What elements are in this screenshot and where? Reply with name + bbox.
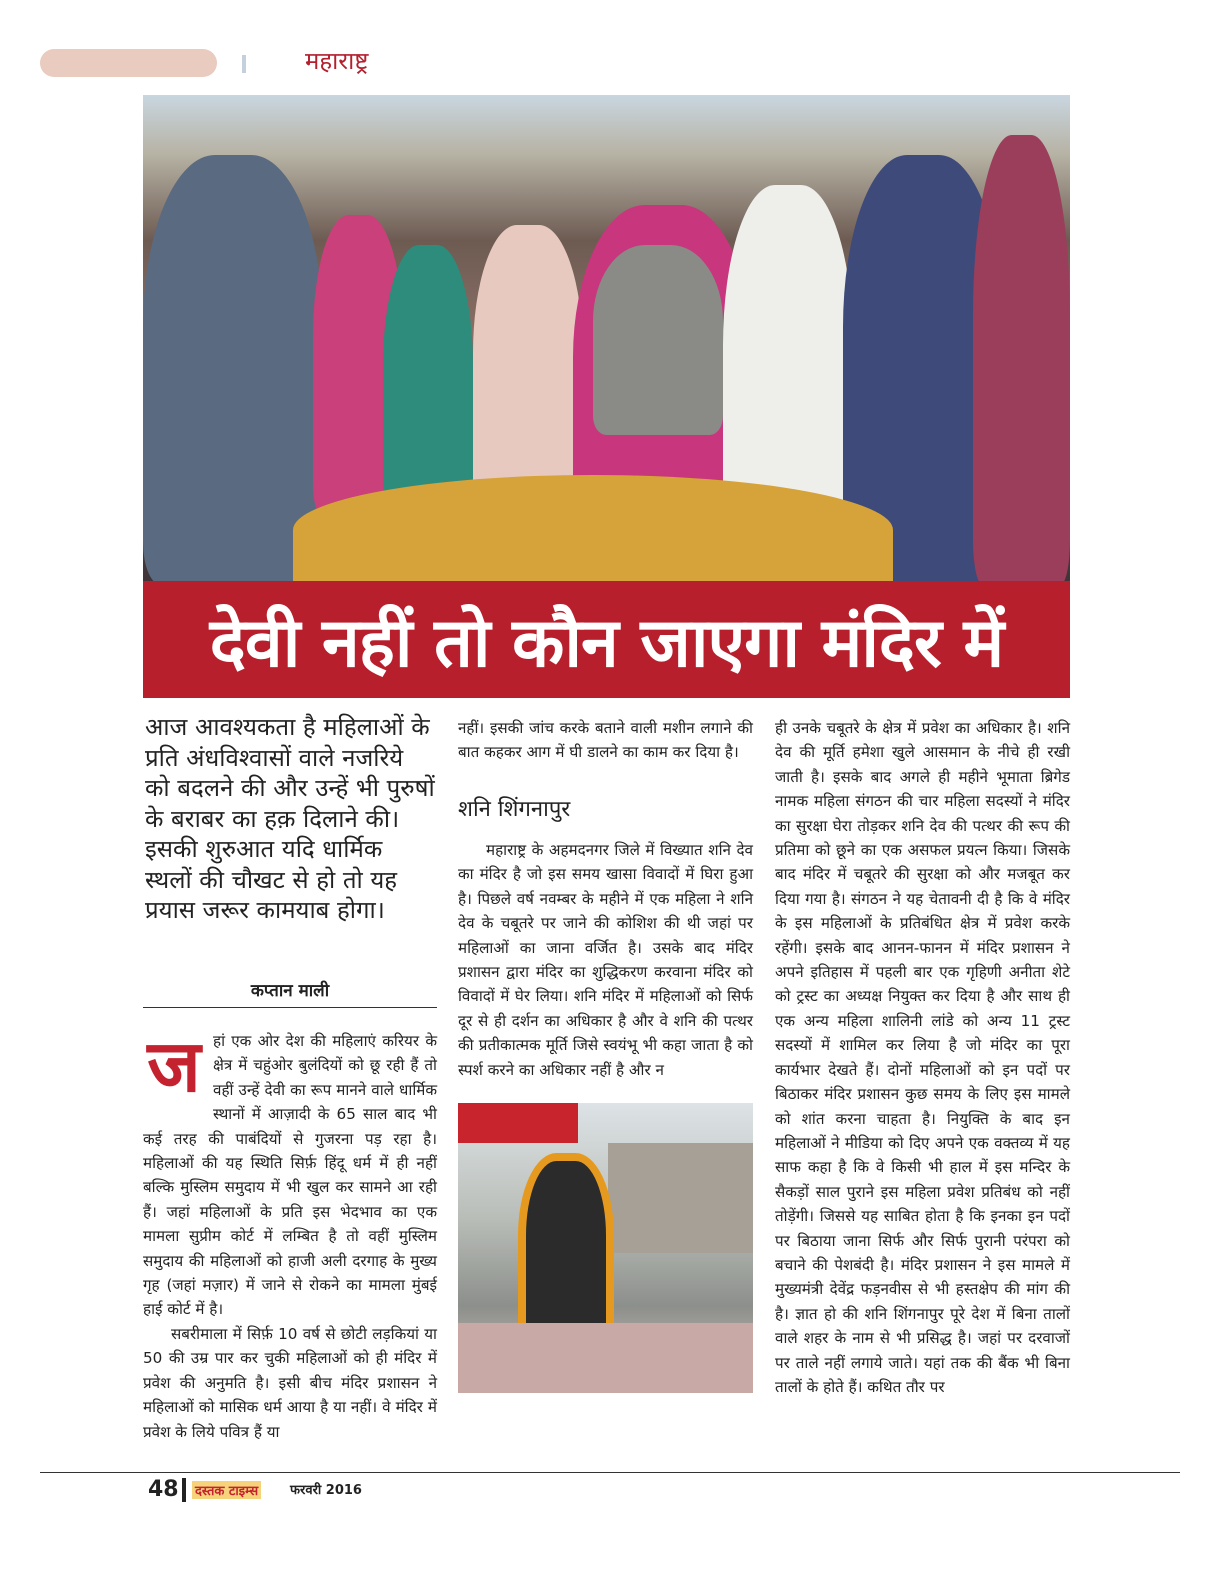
drop-cap: ज [147,1024,201,1108]
byline: कप्तान माली [143,978,437,1008]
magazine-logo: दस्तक टाइम्स [192,1481,261,1499]
headline: देवी नहीं तो कौन जाएगा मंदिर में [209,604,1004,683]
column-1 [143,1024,437,1444]
shani-temple-photo [458,1103,753,1393]
column-2-top [458,716,753,765]
headline-banner [143,581,1070,698]
footer-divider [182,1478,186,1502]
footer-rule [40,1472,1180,1473]
protest-photo [143,95,1070,581]
issue-date: फरवरी 2016 [290,1483,362,1498]
lead-text: आज आवश्यकता है महिलाओं के प्रति अंधविश्वासों वाले नजरिये को बदलने की और उन्हें भी पुरुषों के बराबर का हक़ दिलाने की। इसकी शुरुआत यदि धार्मिक स्थलों की चौखट से हो तो यह प्रयास जरूर कामयाब होगा। [145,713,435,924]
header-decoration [40,49,217,77]
paragraph: नहीं। इसकी जांच करके बताने वाली मशीन लगाने की बात कहकर आग में घी डालने का काम कर दिया है। [458,719,753,762]
section-label: महाराष्ट्र [305,47,369,75]
paragraph: सबरीमाला में सिर्फ़ 10 वर्ष से छोटी लड़कियां या 50 की उम्र पार कर चुकी महिलाओं को ही मंदिर में प्रवेश की अनुमति है। इसी बीच मंदिर प्रशासन ने महिलाओं को मासिक धर्म आया है या नहीं। वे मंदिर में प्रवेश के लिये पवित्र हैं या [143,1324,437,1441]
paragraph: ही उनके चबूतरे के क्षेत्र में प्रवेश का अधिकार है। शनि देव की मूर्ति हमेशा खुले आसमान के नीचे ही रखी जाती है। इसके बाद अगले ही महीने भूमाता ब्रिगेड नामक महिला संगठन की चार महिला सदस्यों ने मंदिर का सुरक्षा घेरा तोड़कर शनि देव की पत्थर की रूप की प्रतिमा को छूने का एक असफल प्रयत्न किया। जिसके बाद मंदिर में चबूतरे की सुरक्षा को और मजबूत कर दिया गया है। संगठन ने यह चेतावनी दी है कि वे मंदिर के इस महिलाओं के प्रतिबंधित क्षेत्र में प्रवेश करके रहेंगी। इसके बाद आनन-फानन में मंदिर प्रशासन ने अपने इतिहास में पहली बार एक गृहिणी अनीता शेटे को ट्रस्ट का अध्यक्ष नियुक्त कर दिया है और साथ ही एक अन्य महिला शालिनी लांडे को अन्य 11 ट्रस्ट सदस्यों में शामिल कर लिया है जो मंदिर का पूरा कार्यभार देखते हैं। दोनों महिलाओं को इन पदों पर बिठाकर मंदिर प्रशासन कुछ समय के लिए इस मामले को शांत करना चाहता है। नियुक्ति के बाद इन महिलाओं ने मीडिया को दिए अपने एक वक्तव्य में यह साफ कहा है कि वे किसी भी हाल में इस मन्दिर के सैकड़ों साल पुराने इस महिला प्रवेश प्रतिबंध को नहीं तोड़ेंगी। जिससे यह साबित होता है कि इनका इन पदों पर बिठाया जाना सिर्फ और सिर्फ पुरानी परंपरा को बचाने की पेशबंदी है। मंदिर प्रशासन ने इस मामले में मुख्यमंत्री देवेंद्र फड़नवीस से भी हस्तक्षेप की मांग की है। ज्ञात हो की शनि शिंगनापुर पूरे देश में बिना तालों वाले शहर के नाम से भी प्रसिद्ध है। जहां पर दरवाजों पर ताले नहीं लगाये जाते। यहां तक की बैंक भी बिना तालों के होते हैं। कथित तौर पर [775,719,1070,1396]
header-divider [242,55,246,73]
column-2-body [458,838,753,1082]
page-number: 48 [148,1477,179,1502]
column-3 [775,716,1070,1399]
paragraph: महाराष्ट्र के अहमदनगर जिले में विख्यात शनि देव का मंदिर है जो इस समय खासा विवादों में घिरा हुआ है। पिछले वर्ष नवम्बर के महीने में एक महिला ने शनि देव के चबूतरे पर जाने की कोशिश की थी जहां पर महिलाओं का जाना वर्जित है। उसके बाद मंदिर प्रशासन द्वारा मंदिर का शुद्धिकरण करवाना मंदिर को विवादों में घेर लिया। शनि मंदिर में महिलाओं को सिर्फ दूर से ही दर्शन का अधिकार है और वे शनि की पत्थर की प्रतीकात्मक मूर्ति जिसे स्वयंभू भी कहा जाता है को स्पर्श करने का अधिकार नहीं है और न [458,841,753,1079]
paragraph: हां एक ओर देश की महिलाएं करियर के क्षेत्र में चहुंओर बुलंदियों को छू रही हैं तो वहीं उन्हें देवी का रूप मानने वाले धार्मिक स्थानों में आज़ादी के 65 साल बाद भी कई तरह की पाबंदियों से गुजरना पड़ रहा है। महिलाओं की यह स्थिति सिर्फ़ हिंदू धर्म में ही नहीं बल्कि मुस्लिम समुदाय में भी खुल कर सामने आ रही हैं। जहां महिलाओं के प्रति इस भेदभाव का एक मामला सुप्रीम कोर्ट में लम्बित है तो वहीं मुस्लिम समुदाय की महिलाओं को हाजी अली दरगाह के मुख्य गृह (जहां मज़ार) में जाने से रोकने का मामला मुंबई हाई कोर्ट में है। [143,1032,437,1319]
subheading: शनि शिंगनापुर [458,797,571,822]
